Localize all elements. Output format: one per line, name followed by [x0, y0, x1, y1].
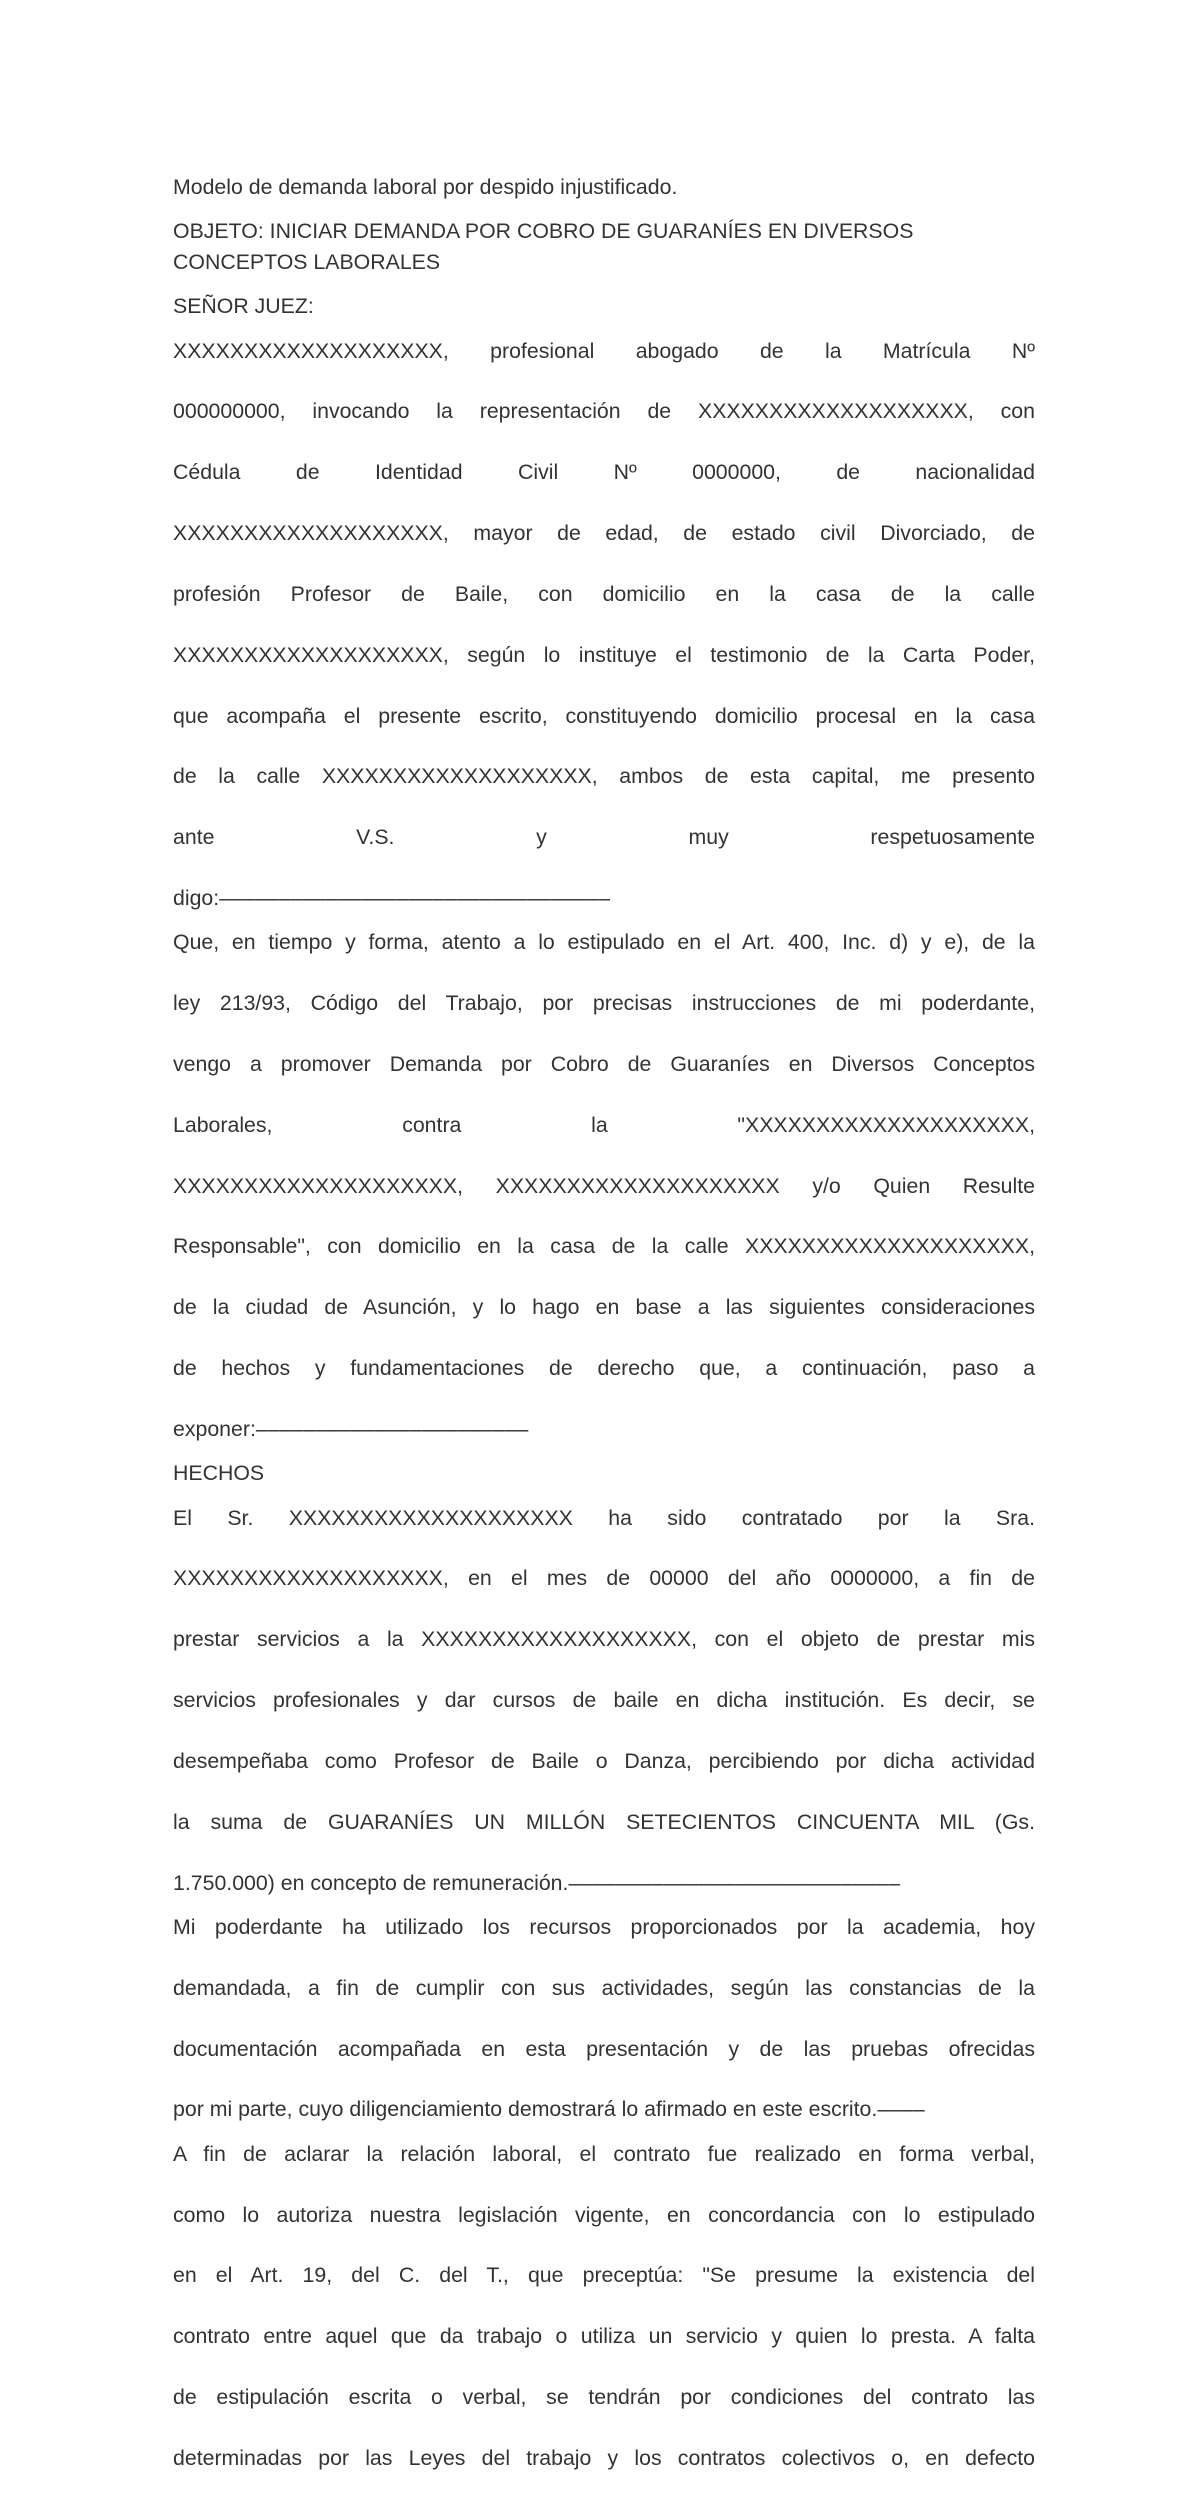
text-line: exponer:–––––––––––––––––––––––: [173, 1416, 529, 1441]
text-line: que acompaña el presente escrito, constituyendo domicilio procesal en la casa: [173, 703, 1035, 728]
text-line: ante V.S. y muy respetuosamente: [173, 825, 1035, 850]
text-line: XXXXXXXXXXXXXXXXXXX, mayor de edad, de estado civil Divorciado, de: [173, 521, 1035, 546]
text-line: XXXXXXXXXXXXXXXXXXXX, XXXXXXXXXXXXXXXXXXXX y/o Quien Resulte: [173, 1173, 1035, 1198]
text-line: desempeñaba como Profesor de Baile o Danza, percibiendo por dicha actividad: [173, 1748, 1035, 1773]
text-line: determinadas por las Leyes del trabajo y los contratos colectivos o, en defecto: [173, 2445, 1035, 2470]
text-line: documentación acompañada en esta presentación y de las pruebas ofrecidas: [173, 2036, 1035, 2061]
text-line: vengo a promover Demanda por Cobro de Guaraníes en Diversos Conceptos: [173, 1051, 1035, 1076]
text-line: digo:–––––––––––––––––––––––––––––––––: [173, 885, 611, 910]
objeto-line: CONCEPTOS LABORALES: [173, 249, 441, 274]
document-page: [173, 172, 1035, 2518]
objeto-heading: [173, 216, 1035, 277]
hechos-paragraph: [173, 2139, 1035, 2504]
body-paragraph: [173, 927, 1035, 1444]
text-line: ley 213/93, Código del Trabajo, por precisas instrucciones de mi poderdante,: [173, 991, 1035, 1016]
text-line: de la ciudad de Asunción, y lo hago en base a las siguientes consideraciones: [173, 1295, 1035, 1320]
hechos-paragraph: [173, 1503, 1035, 1898]
text-line: en el Art. 19, del C. del T., que preceptúa: "Se presume la existencia del: [173, 2263, 1035, 2288]
text-line: como lo autoriza nuestra legislación vigente, en concordancia con lo estipulado: [173, 2202, 1035, 2227]
text-line: profesión Profesor de Baile, con domicilio en la casa de la calle: [173, 581, 1035, 606]
text-line: demandada, a fin de cumplir con sus actividades, según las constancias de la: [173, 1975, 1035, 2000]
text-line: Que, en tiempo y forma, atento a lo estipulado en el Art. 400, Inc. d) y e), de la: [173, 930, 1035, 955]
text-line: contrato entre aquel que da trabajo o utiliza un servicio y quien lo presta. A falta: [173, 2324, 1035, 2349]
text-line: por mi parte, cuyo diligenciamiento demostrará lo afirmado en este escrito.––––: [173, 2097, 925, 2122]
text-line: XXXXXXXXXXXXXXXXXXX, profesional abogado de la Matrícula Nº: [173, 338, 1035, 363]
text-line: servicios profesionales y dar cursos de baile en dicha institución. Es decir, se: [173, 1688, 1035, 1713]
salutation: [173, 291, 1035, 321]
text-line: la suma de GUARANÍES UN MILLÓN SETECIENTOS CINCUENTA MIL (Gs.: [173, 1809, 1035, 1834]
hechos-heading-line: HECHOS: [173, 1461, 265, 1486]
text-line: El Sr. XXXXXXXXXXXXXXXXXXXX ha sido contratado por la Sra.: [173, 1505, 1035, 1530]
salutation-line: SEÑOR JUEZ:: [173, 294, 314, 319]
text-line: XXXXXXXXXXXXXXXXXXX, según lo instituye el testimonio de la Carta Poder,: [173, 642, 1035, 667]
text-line: 000000000, invocando la representación de XXXXXXXXXXXXXXXXXXX, con: [173, 399, 1035, 424]
body-paragraph: [173, 336, 1035, 914]
text-line: 1.750.000) en concepto de remuneración.––––––––––––––––––––––––––––: [173, 1870, 901, 1895]
text-line: de la calle XXXXXXXXXXXXXXXXXXX, ambos de esta capital, me presento: [173, 764, 1035, 789]
text-line: Laborales, contra la "XXXXXXXXXXXXXXXXXXXX,: [173, 1112, 1035, 1137]
text-line: de estipulación escrita o verbal, se tendrán por condiciones del contrato las: [173, 2385, 1035, 2410]
title-line: Modelo de demanda laboral por despido injustificado.: [173, 175, 678, 199]
objeto-line: OBJETO: INICIAR DEMANDA POR COBRO DE GUARANÍES EN DIVERSOS: [173, 219, 914, 244]
hechos-paragraph: [173, 1912, 1035, 2125]
text-line: A fin de aclarar la relación laboral, el contrato fue realizado en forma verbal,: [173, 2141, 1035, 2166]
text-line: Responsable", con domicilio en la casa de la calle XXXXXXXXXXXXXXXXXXXX,: [173, 1234, 1035, 1259]
text-line: prestar servicios a la XXXXXXXXXXXXXXXXXXX, con el objeto de prestar mis: [173, 1627, 1035, 1652]
text-line: Mi poderdante ha utilizado los recursos proporcionados por la academia, hoy: [173, 1914, 1035, 1939]
text-line: XXXXXXXXXXXXXXXXXXX, en el mes de 00000 del año 0000000, a fin de: [173, 1566, 1035, 1591]
text-line: de hechos y fundamentaciones de derecho que, a continuación, paso a: [173, 1356, 1035, 1381]
text-line: Cédula de Identidad Civil Nº 0000000, de nacionalidad: [173, 460, 1035, 485]
document-title: [173, 172, 1035, 202]
hechos-heading: [173, 1458, 1035, 1488]
